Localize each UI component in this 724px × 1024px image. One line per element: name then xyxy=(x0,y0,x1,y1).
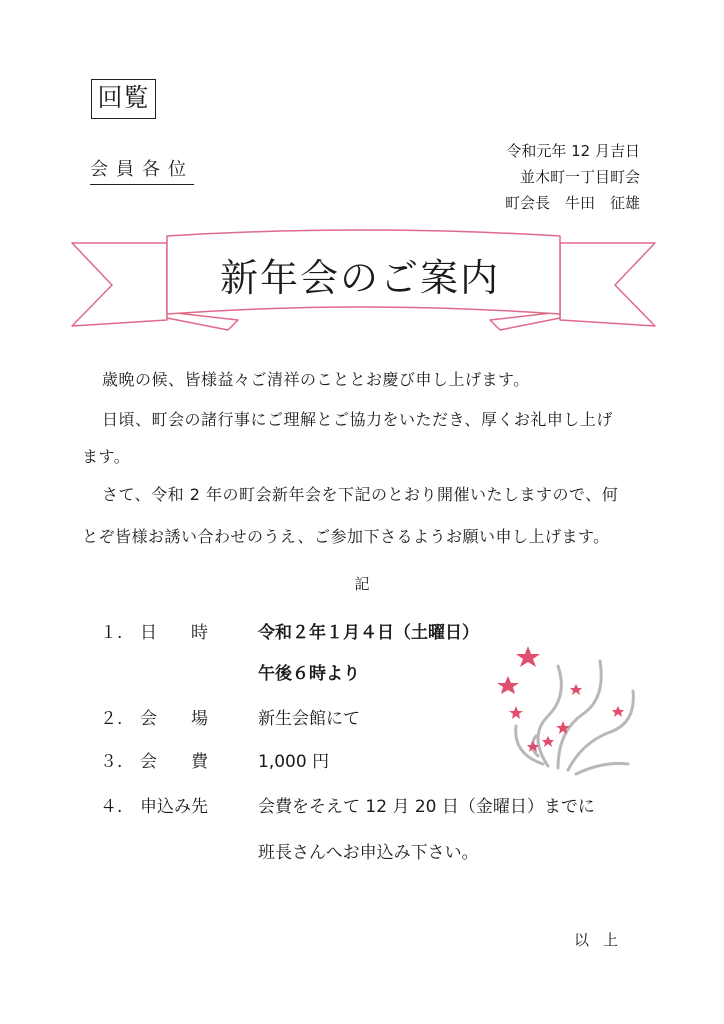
ki-heading: 記 xyxy=(354,575,370,593)
thanks-line-1: 日頃、町会の諸行事にご理解とご協力をいただき、厚くお礼申し上げ xyxy=(102,410,613,429)
circulation-stamp: 回覧 xyxy=(91,79,156,119)
issue-date: 令和元年 12 月吉日 xyxy=(506,142,640,160)
item-number: ３. xyxy=(100,752,123,772)
item-number: ２. xyxy=(100,709,123,729)
sender-name: 町会長 牛田 征雄 xyxy=(504,194,640,212)
invitation-line-1: さて、令和 2 年の町会新年会を下記のとおり開催いたしますので、何 xyxy=(102,485,619,504)
item-label: 日 時 xyxy=(140,623,208,643)
item-application xyxy=(100,794,258,820)
firework-stars-icon xyxy=(488,636,648,786)
item-label: 会 費 xyxy=(140,752,208,772)
organization-name: 並木町一丁目町会 xyxy=(519,168,640,186)
invitation-line-2: とぞ皆様お誘い合わせのうえ、ご参加下さるようお願い申し上げます。 xyxy=(82,527,610,546)
item-number: １. xyxy=(100,623,123,643)
application-value-line-2: 班長さんへお申込み下さい。 xyxy=(258,843,479,863)
item-venue xyxy=(100,706,258,732)
ribbon-banner-icon xyxy=(0,0,724,360)
item-datetime xyxy=(100,620,258,646)
datetime-value-time: 午後６時より xyxy=(258,664,360,684)
datetime-value-date: 令和２年１月４日（土曜日） xyxy=(258,623,479,643)
fee-value: 1,000 円 xyxy=(258,752,330,772)
paragraph-thanks xyxy=(82,402,642,475)
item-number: ４. xyxy=(100,797,123,817)
closing-text: 以上 xyxy=(573,931,632,949)
venue-value: 新生会館にて xyxy=(258,709,360,729)
application-value-line-1: 会費をそえて 12 月 20 日（金曜日）までに xyxy=(258,797,595,817)
banner-title: 新年会のご案内 xyxy=(219,256,500,300)
item-label: 申込み先 xyxy=(140,797,208,817)
item-fee xyxy=(100,749,258,775)
paragraph-greeting xyxy=(82,362,642,398)
paragraph-invitation xyxy=(82,477,642,555)
thanks-line-2: ます。 xyxy=(82,447,131,466)
greeting-text: 歳晩の候、皆様益々ご清祥のこととお慶び申し上げます。 xyxy=(102,370,530,389)
item-label: 会 場 xyxy=(140,709,208,729)
addressee: 会員各位 xyxy=(90,158,194,185)
